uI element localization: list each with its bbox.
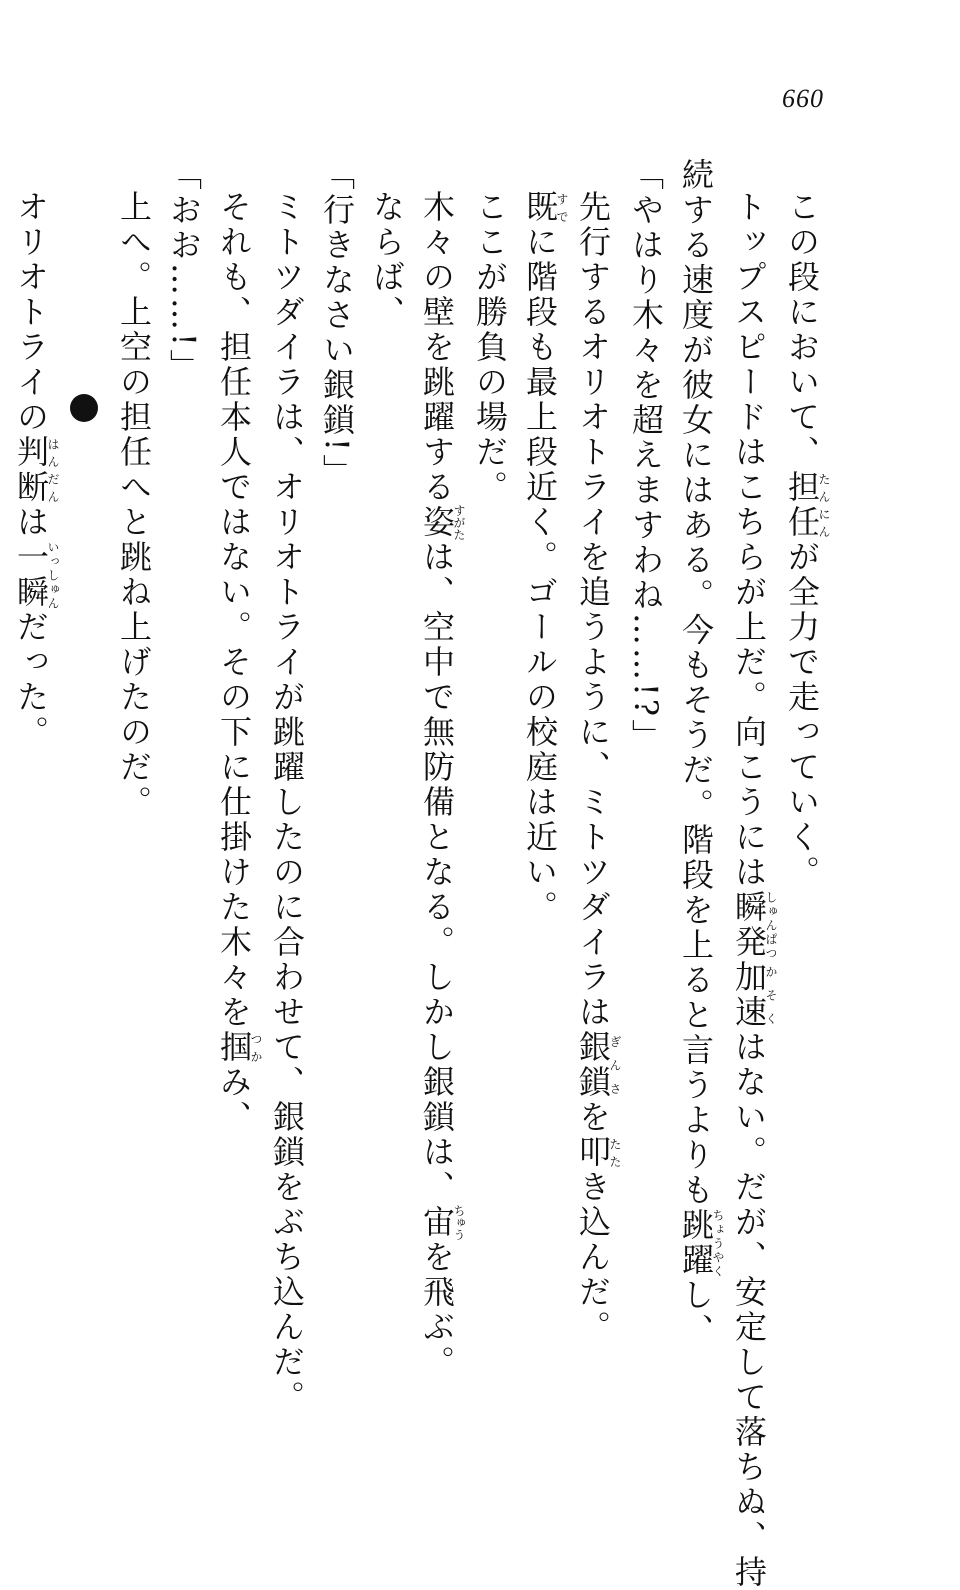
ruby-chuu: 宙ちゅう — [418, 1204, 466, 1241]
text-line-7: ここが勝負の場だ。 — [471, 190, 509, 505]
ruby-tsuka: 掴つか — [215, 1030, 263, 1065]
text-line-2: トップスピードはこちらが上だ。向こうには瞬発しゅんぱつ加速かそくはない。だが、安定して落ちぬ、持 — [730, 190, 778, 1590]
text-line-1: この段において、担任たんにんが全力で走っていく。 — [783, 190, 831, 890]
ruby-handan: 判断はんだん — [12, 435, 60, 505]
text-line-13: 「おお……!」 — [165, 158, 203, 384]
ruby-ginsa: 銀鎖ぎんさ — [574, 1030, 622, 1100]
ruby-tata: 叩たた — [574, 1135, 622, 1170]
text-line-9: ならば、 — [368, 190, 406, 330]
text-line-11: ミトツダイラは、オリオトライが跳躍したのに合わせて、銀鎖をぶち込んだ。 — [268, 190, 306, 1415]
text-line-14: 上へ。上空の担任へと跳ね上げたのだ。 — [115, 190, 153, 820]
text-line-8: 木々の壁を跳躍する姿すがたは、空中で無防備となる。しかし銀鎖は、宙ちゅうを飛ぶ。 — [418, 190, 466, 1380]
text-line-6: 既すでに階段も最上段近く。ゴールの校庭は近い。 — [521, 190, 569, 925]
ruby-shunpatsu: 瞬発しゅんぱつ — [730, 890, 778, 960]
text-line-4: 「やはり木々を超えますわね……!?」 — [627, 158, 665, 755]
ruby-sugata: 姿すがた — [418, 504, 466, 541]
ruby-chouyaku: 跳躍ちょうやく — [677, 1208, 725, 1278]
ruby-tannin: 担任たんにん — [783, 470, 831, 540]
vertical-text-body — [6, 158, 831, 1590]
text-line-10: 「行きなさい銀鎖!」 — [318, 158, 356, 489]
text-line-5: 先行するオリオトライを追うように、ミトツダイラは銀鎖ぎんさを叩たたき込んだ。 — [574, 190, 622, 1345]
section-break — [59, 158, 109, 1308]
page-number: 660 — [782, 84, 824, 113]
ruby-isshun: 一瞬いっしゅん — [12, 540, 60, 610]
ruby-sude: 既すで — [521, 190, 569, 225]
text-line-3: 続する速度が彼女にはある。今もそうだ。階段を上ると言うよりも跳躍ちょうやくし、 — [677, 158, 725, 1348]
text-line-16: オリオトライの判断はんだんは一瞬いっしゅんだった。 — [12, 190, 60, 750]
text-line-12: それも、担任本人ではない。その下に仕掛けた木々を掴つかみ、 — [215, 190, 263, 1135]
ruby-kasoku: 加速かそく — [730, 960, 778, 1030]
filled-circle-bullet-icon — [70, 394, 98, 422]
